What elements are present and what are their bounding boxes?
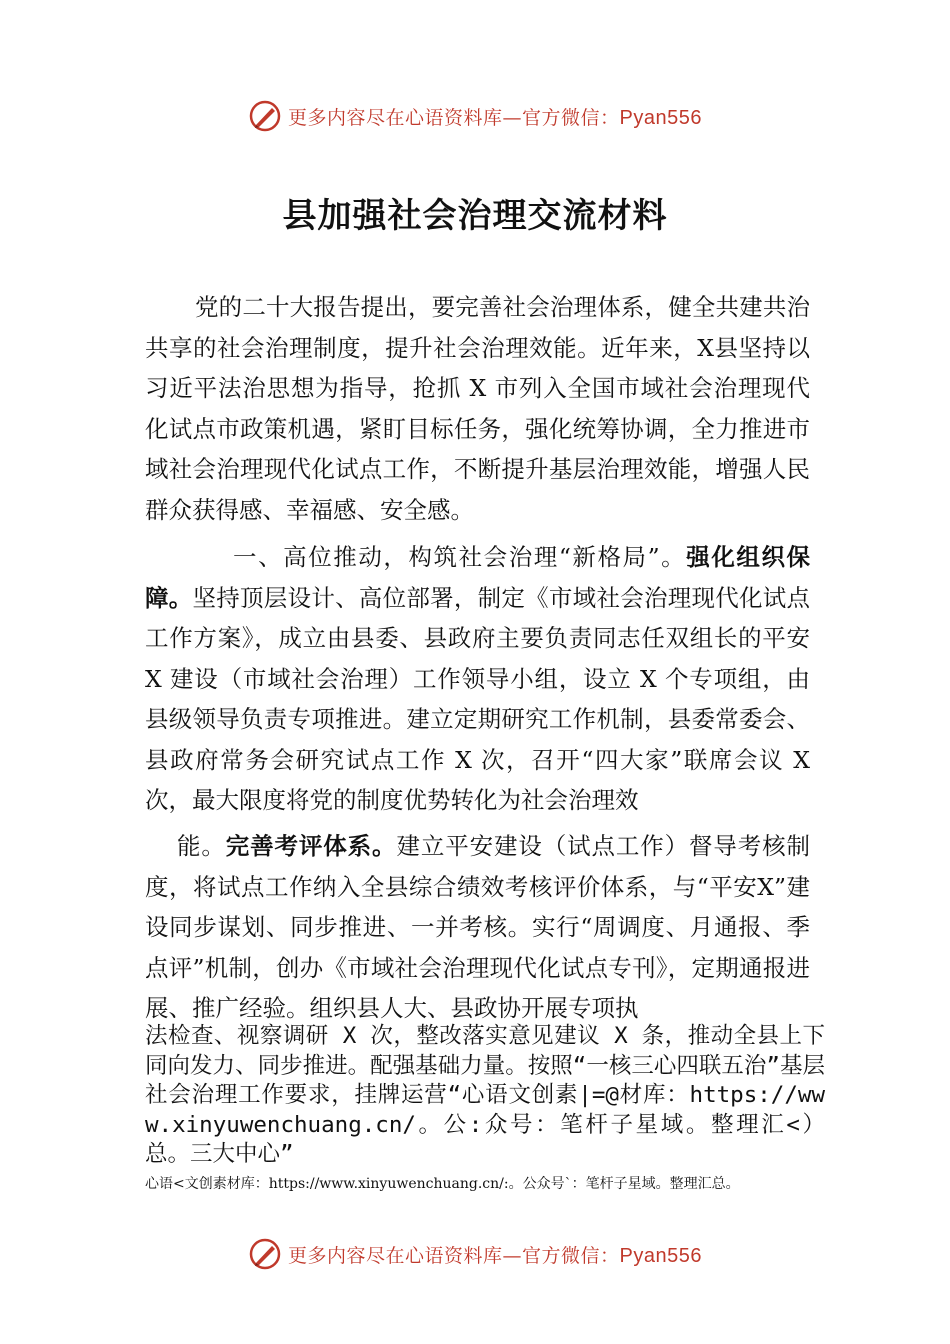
paragraph-foundation: 法检查、视察调研 X 次，整改落实意见建议 X 条，推动全县上下同向发力、同步推进。配强基础力量。按照“一核三心四联五治”基层社会治理工作要求，挂牌运营“心语文创素|=@材库：https://www.xinyuwenchuang.cn/。公:众号：笔杆子星域。整理汇<）总。三大中心” <box>145 1023 825 1167</box>
footer-banner <box>0 1234 950 1274</box>
paragraph-section-one <box>145 537 810 821</box>
footer-source-line: 心语<文创素材库：https://www.xinyuwenchuang.cn/:。公众号`：笔杆子星域。整理汇总。 <box>145 1176 740 1192</box>
footer-wechat-id: Pyan556 <box>619 1244 702 1267</box>
pen-logo-icon <box>248 99 282 133</box>
paragraph-intro: 党的二十大报告提出，要完善社会治理体系，健全共建共治共享的社会治理制度，提升社会治理效能。近年来，X县坚持以习近平法治思想为指导，抢抓 X 市列入全国市域社会治理现代化试点市政策机遇，紧盯目标任务，强化统筹协调，全力推进市域社会治理现代化试点工作，不断提升基层治理效能，增强人民群众获得感、幸福感、安全感。 <box>145 293 810 524</box>
document-title: 县加强社会治理交流材料 <box>282 196 668 236</box>
pen-logo-icon <box>248 1237 282 1271</box>
bold-heading-organization: 强化组织保障。 <box>145 543 811 612</box>
bold-heading-evaluation: 完善考评体系。 <box>225 832 397 860</box>
footer-banner-text: 更多内容尽在心语资料库—官方微信：Pyan556 <box>288 1244 702 1267</box>
paragraph-evaluation <box>145 826 810 1029</box>
evaluation-lead: 能。 <box>177 832 226 860</box>
evaluation-body: 建立平安建设（试点工作）督导考核制度，将试点工作纳入全县综合绩效考核评价体系，与“平安X”建设同步谋划、同步推进、一并考核。实行“周调度、月通报、季点评”机制，创办《市域社会治理现代化试点专刊》，定期通报进展、推广经验。组织县人大、县政协开展专项执 <box>145 832 811 1022</box>
header-banner-text: 更多内容尽在心语资料库—官方微信：Pyan556 <box>288 106 702 129</box>
header-wechat-id: Pyan556 <box>619 106 702 129</box>
section-one-body: 坚持顶层设计、高位部署，制定《市域社会治理现代化试点工作方案》，成立由县委、县政府主要负责同志任双组长的平安 X 建设（市域社会治理）工作领导小组，设立 X 个专项组，由县级领导负责专项推进。建立定期研究工作机制，县委常委会、县政府常务会研究试点工作 X 次，召开“四大家”联席会议 X 次，最大限度将党的制度优势转化为社会治理效 <box>145 583 811 814</box>
section-one-heading: 一、高位推动，构筑社会治理“新格局”。 <box>233 543 687 571</box>
header-banner <box>0 96 950 136</box>
